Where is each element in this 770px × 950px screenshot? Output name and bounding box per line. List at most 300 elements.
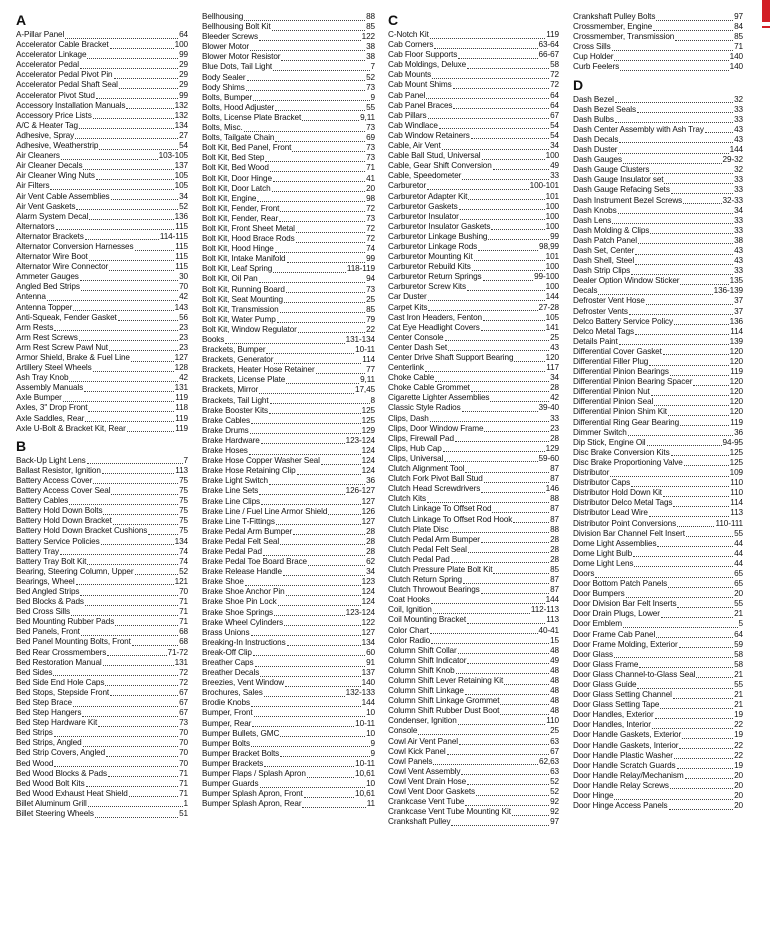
entry-name: Center Drive Shaft Support Bearing bbox=[388, 353, 514, 362]
index-entry bbox=[573, 559, 743, 569]
entry-name: Carburetor Insulator bbox=[388, 211, 459, 221]
dot-leader bbox=[631, 480, 729, 487]
index-entry bbox=[573, 175, 743, 185]
dot-leader bbox=[671, 187, 733, 194]
dot-leader bbox=[73, 304, 173, 311]
index-entry bbox=[16, 799, 188, 809]
index-entry bbox=[202, 587, 375, 597]
dot-leader bbox=[614, 793, 733, 800]
entry-page-number: 120 bbox=[729, 397, 743, 407]
entry-name: Differential Pinion Bearings bbox=[573, 367, 669, 377]
dot-leader bbox=[297, 468, 361, 475]
dot-leader bbox=[114, 72, 179, 79]
entry-page-number: 20 bbox=[734, 801, 743, 811]
index-entry bbox=[202, 133, 375, 143]
entry-name: Bumper Guards bbox=[202, 779, 259, 789]
entry-page-number: 120 bbox=[729, 357, 743, 366]
index-entry bbox=[16, 597, 188, 607]
index-entry bbox=[388, 40, 559, 50]
index-entry bbox=[388, 484, 559, 494]
dot-leader bbox=[463, 577, 549, 584]
dot-leader bbox=[251, 700, 361, 707]
entry-page-number: 115 bbox=[175, 262, 188, 272]
dot-leader bbox=[493, 567, 549, 574]
entry-page-number: 43 bbox=[734, 124, 743, 134]
index-entry bbox=[202, 486, 375, 496]
entry-page-number: 48 bbox=[550, 696, 559, 706]
index-entry bbox=[388, 141, 559, 151]
index-column-1 bbox=[16, 12, 188, 950]
index-entry bbox=[16, 627, 188, 637]
dot-leader bbox=[273, 175, 365, 182]
index-entry bbox=[573, 569, 743, 579]
dot-leader bbox=[250, 427, 361, 434]
index-entry bbox=[388, 706, 559, 716]
entry-name: Cab Panel bbox=[388, 90, 426, 100]
dot-leader bbox=[427, 496, 549, 503]
dot-leader bbox=[54, 760, 178, 767]
dot-leader bbox=[280, 750, 369, 757]
entry-page-number: 131 bbox=[174, 383, 188, 393]
entry-page-number: 72 bbox=[366, 203, 375, 213]
entry-name: Console bbox=[388, 726, 418, 736]
entry-name: Bumper Bolts bbox=[202, 738, 250, 748]
entry-name: Door Glass Setting Channel bbox=[573, 690, 672, 700]
dot-leader bbox=[257, 195, 365, 202]
entry-name: Brake Hoses bbox=[202, 446, 248, 456]
index-entry bbox=[16, 698, 188, 708]
entry-name: A/C & Heater Tag bbox=[16, 120, 78, 130]
dot-leader bbox=[620, 64, 729, 71]
index-entry bbox=[16, 516, 188, 526]
dot-leader bbox=[595, 571, 733, 578]
index-entry bbox=[202, 274, 375, 284]
index-entry bbox=[388, 716, 559, 726]
entry-name: Brackets, Heater Hose Retainer bbox=[202, 365, 315, 375]
entry-page-number: 10,61 bbox=[355, 769, 375, 779]
dot-leader bbox=[451, 819, 549, 826]
dot-leader bbox=[275, 246, 365, 253]
index-entry bbox=[202, 163, 375, 173]
entry-page-number: 100 bbox=[545, 211, 559, 221]
entry-name: Clutch Head Screwdrivers bbox=[388, 484, 481, 494]
dot-leader bbox=[79, 122, 174, 129]
index-entry bbox=[573, 781, 743, 791]
dot-leader bbox=[668, 581, 733, 588]
entry-page-number: 131 bbox=[174, 657, 188, 667]
index-entry bbox=[16, 637, 188, 647]
index-entry bbox=[573, 165, 743, 175]
dot-leader bbox=[425, 365, 545, 372]
index-entry bbox=[202, 103, 375, 113]
dot-leader bbox=[677, 601, 733, 608]
index-entry bbox=[573, 428, 743, 438]
entry-name: Cab Mount Shims bbox=[388, 80, 452, 90]
dot-leader bbox=[251, 629, 361, 636]
dot-leader bbox=[492, 506, 549, 513]
entry-name: Bed Wood Exhaust Heat Shield bbox=[16, 788, 128, 798]
entry-page-number: 75 bbox=[179, 496, 188, 506]
index-entry bbox=[202, 678, 375, 688]
entry-page-number: 23 bbox=[179, 332, 188, 342]
entry-page-number: 30 bbox=[179, 272, 188, 282]
index-entry bbox=[16, 658, 188, 668]
index-entry bbox=[202, 759, 375, 769]
index-entry bbox=[388, 212, 559, 222]
index-entry bbox=[573, 52, 743, 62]
index-entry bbox=[202, 698, 375, 708]
entry-page-number: 110 bbox=[730, 478, 743, 488]
entry-name: Accelerator Pivot Stud bbox=[16, 90, 95, 100]
index-entry bbox=[573, 680, 743, 690]
entry-page-number: 144 bbox=[545, 292, 559, 302]
entry-name: Differential Filler Plug bbox=[573, 357, 649, 366]
index-entry bbox=[16, 424, 188, 434]
entry-page-number: 124 bbox=[361, 587, 375, 597]
dot-leader bbox=[663, 490, 729, 497]
entry-page-number: 33 bbox=[734, 215, 743, 225]
dot-leader bbox=[259, 488, 344, 495]
entry-name: Bolt Kit, Fender, Rear bbox=[202, 213, 279, 223]
entry-page-number: 71 bbox=[734, 42, 743, 52]
entry-page-number: 29 bbox=[179, 70, 188, 80]
entry-name: Disc Brake Proportioning Valve bbox=[573, 457, 683, 467]
dot-leader bbox=[684, 459, 729, 466]
dot-leader bbox=[444, 455, 537, 462]
dot-leader bbox=[669, 803, 734, 810]
entry-name: Distributor bbox=[573, 468, 610, 478]
entry-page-number: 70 bbox=[179, 738, 188, 748]
index-entry bbox=[16, 192, 188, 202]
entry-page-number: 99 bbox=[366, 254, 375, 264]
entry-name: Door Handle Plastic Washer bbox=[573, 750, 673, 760]
entry-page-number: 54 bbox=[550, 120, 559, 130]
index-entry bbox=[16, 171, 188, 181]
entry-name: Dimmer Switch bbox=[573, 427, 627, 437]
entry-name: Crankcase Vent Tube Mounting Kit bbox=[388, 807, 511, 817]
dot-leader bbox=[96, 173, 174, 180]
dot-leader bbox=[281, 54, 365, 61]
index-entry bbox=[202, 22, 375, 32]
dot-leader bbox=[615, 116, 733, 123]
index-entry bbox=[16, 393, 188, 403]
entry-page-number: 113 bbox=[175, 465, 188, 475]
entry-page-number: 127 bbox=[361, 496, 375, 506]
entry-page-number: 44 bbox=[734, 548, 743, 558]
dot-leader bbox=[467, 617, 545, 624]
entry-name: Blower Motor Resistor bbox=[202, 52, 281, 62]
entry-name: Dash Center Assembly with Ash Tray bbox=[573, 124, 704, 134]
dot-leader bbox=[661, 611, 733, 618]
dot-leader bbox=[483, 274, 534, 281]
dot-leader bbox=[65, 32, 178, 39]
dot-leader bbox=[685, 772, 733, 779]
index-entry bbox=[202, 234, 375, 244]
index-entry bbox=[573, 741, 743, 751]
entry-page-number: 72 bbox=[550, 70, 559, 80]
entry-page-number: 87 bbox=[550, 474, 559, 484]
index-entry bbox=[388, 504, 559, 514]
index-entry bbox=[202, 264, 375, 274]
entry-name: Coil, Ignition bbox=[388, 605, 432, 615]
dot-leader bbox=[135, 244, 175, 251]
index-entry bbox=[573, 448, 743, 458]
entry-name: Books bbox=[202, 335, 225, 344]
entry-page-number: 33 bbox=[734, 266, 743, 276]
index-entry bbox=[202, 345, 375, 355]
index-entry bbox=[16, 343, 188, 353]
dot-leader bbox=[274, 357, 361, 364]
dot-leader bbox=[513, 516, 549, 523]
entry-page-number: 125 bbox=[361, 405, 375, 415]
entry-name: Bumper, Front bbox=[202, 708, 253, 718]
index-entry bbox=[573, 387, 743, 397]
entry-page-number: 119 bbox=[175, 413, 188, 423]
entry-name: Dash Shell, Steel bbox=[573, 256, 635, 266]
dot-leader bbox=[476, 789, 549, 796]
index-entry bbox=[388, 353, 559, 363]
entry-name: Door Handles, Interior bbox=[573, 720, 651, 730]
index-entry bbox=[388, 383, 559, 393]
entry-name: Brackets, Mirror bbox=[202, 385, 259, 395]
entry-page-number: 63-64 bbox=[538, 40, 559, 50]
entry-name: Clutch Linkage To Offset Rod bbox=[388, 504, 492, 514]
entry-page-number: 135 bbox=[729, 276, 743, 286]
entry-page-number: 143 bbox=[174, 302, 188, 312]
dot-leader bbox=[614, 651, 733, 658]
index-entry bbox=[573, 619, 743, 629]
entry-name: Bolts, Misc. bbox=[202, 123, 243, 133]
index-entry bbox=[388, 464, 559, 474]
entry-page-number: 113 bbox=[546, 615, 559, 625]
entry-name: Ammeter Gauges bbox=[16, 272, 79, 282]
entry-page-number: 21 bbox=[734, 690, 743, 700]
index-entry bbox=[202, 648, 375, 658]
entry-page-number: 99 bbox=[179, 90, 188, 100]
dot-leader bbox=[428, 304, 537, 311]
dot-leader bbox=[651, 389, 729, 396]
dot-leader bbox=[276, 518, 361, 525]
index-entry bbox=[202, 224, 375, 234]
entry-page-number: 19 bbox=[734, 710, 743, 720]
entry-page-number: 136 bbox=[729, 316, 743, 326]
entry-name: Blower Motor bbox=[202, 42, 250, 52]
index-entry bbox=[573, 276, 743, 286]
index-entry bbox=[202, 305, 375, 315]
dot-leader bbox=[458, 52, 537, 59]
dot-leader bbox=[93, 477, 178, 484]
index-entry bbox=[16, 526, 188, 536]
entry-page-number: 33 bbox=[734, 104, 743, 114]
index-entry bbox=[388, 767, 559, 777]
entry-name: Body Shims bbox=[202, 82, 245, 92]
dot-leader bbox=[89, 254, 175, 261]
entry-page-number: 34 bbox=[550, 141, 559, 151]
entry-name: Bed Stops, Stepside Front bbox=[16, 687, 110, 697]
entry-name: Dash Strip Clips bbox=[573, 266, 631, 276]
dot-leader bbox=[427, 183, 529, 190]
entry-name: Cab Pillars bbox=[388, 110, 427, 120]
entry-page-number: 49 bbox=[550, 161, 559, 171]
index-entry bbox=[388, 111, 559, 121]
index-entry bbox=[573, 599, 743, 609]
entry-page-number: 72 bbox=[179, 667, 188, 677]
dot-leader bbox=[302, 114, 359, 121]
entry-page-number: 71-72 bbox=[167, 647, 188, 657]
entry-name: Bed Step Hangers bbox=[16, 708, 82, 718]
entry-page-number: 101 bbox=[545, 252, 559, 262]
entry-name: Bed Cross Sills bbox=[16, 607, 71, 617]
dot-leader bbox=[284, 296, 365, 303]
entry-page-number: 43 bbox=[734, 245, 743, 255]
index-entry bbox=[388, 555, 559, 565]
dot-leader bbox=[637, 682, 733, 689]
entry-page-number: 85 bbox=[366, 22, 375, 32]
entry-page-number: 67 bbox=[179, 687, 188, 697]
entry-name: Air Filters bbox=[16, 181, 50, 191]
entry-name: Accessory Installation Manuals bbox=[16, 100, 126, 110]
entry-page-number: 63 bbox=[550, 736, 559, 746]
entry-name: Brake Line / Fuel Line Armor Shield bbox=[202, 506, 328, 516]
entry-page-number: 74 bbox=[366, 244, 375, 254]
entry-page-number: 75 bbox=[179, 506, 188, 516]
entry-page-number: 34 bbox=[366, 567, 375, 577]
entry-name: Condenser, Ignition bbox=[388, 716, 457, 726]
dot-leader bbox=[111, 193, 179, 200]
index-entry bbox=[16, 577, 188, 587]
entry-name: Carburetor Adapter Kit bbox=[388, 191, 468, 201]
index-entry bbox=[388, 565, 559, 575]
entry-page-number: 20 bbox=[366, 183, 375, 193]
entry-name: Bed Strips, Angled bbox=[16, 738, 82, 748]
entry-name: Door Handle Relay/Mechanism bbox=[573, 770, 684, 780]
entry-page-number: 127 bbox=[361, 516, 375, 526]
entry-page-number: 28 bbox=[550, 544, 559, 554]
entry-name: Decals bbox=[573, 286, 598, 296]
index-entry bbox=[573, 710, 743, 720]
entry-name: Bed Strip Covers, Angled bbox=[16, 748, 106, 758]
index-entry bbox=[16, 738, 188, 748]
entry-name: Bed Rear Crossmembers bbox=[16, 647, 107, 657]
entry-page-number: 129 bbox=[545, 443, 559, 453]
entry-page-number: 64 bbox=[550, 90, 559, 100]
dot-leader bbox=[75, 132, 178, 139]
entry-page-number: 99-100 bbox=[534, 272, 559, 282]
dot-leader bbox=[435, 375, 549, 382]
dot-leader bbox=[76, 578, 174, 585]
dot-leader bbox=[705, 126, 733, 133]
entry-name: Dash Bulbs bbox=[573, 114, 614, 124]
entry-name: Brodie Knobs bbox=[202, 698, 250, 708]
entry-name: Clutch Kits bbox=[388, 494, 427, 504]
entry-page-number: 29-32 bbox=[722, 155, 743, 165]
entry-name: Brake Wheel Cylinders bbox=[202, 617, 284, 627]
dot-leader bbox=[673, 692, 733, 699]
index-entry bbox=[16, 232, 188, 242]
entry-page-number: 48 bbox=[550, 706, 559, 716]
index-entry bbox=[16, 496, 188, 506]
index-entry bbox=[202, 315, 375, 325]
entry-page-number: 43 bbox=[734, 134, 743, 144]
entry-page-number: 120 bbox=[729, 407, 743, 417]
dot-leader bbox=[251, 417, 361, 424]
dot-leader bbox=[657, 540, 733, 547]
entry-name: Arm Rests bbox=[16, 322, 54, 332]
entry-page-number: 21 bbox=[734, 609, 743, 619]
dot-leader bbox=[683, 197, 721, 204]
entry-page-number: 99 bbox=[550, 231, 559, 241]
entry-page-number: 123-124 bbox=[345, 435, 375, 445]
entry-name: Brake Booster Kits bbox=[202, 405, 269, 415]
dot-leader bbox=[253, 649, 365, 656]
entry-name: Bellhousing bbox=[202, 12, 244, 21]
entry-page-number: 74 bbox=[179, 546, 188, 556]
index-entry bbox=[388, 313, 559, 323]
index-entry bbox=[573, 145, 743, 155]
entry-name: Billet Steering Wheels bbox=[16, 809, 94, 819]
index-entry bbox=[202, 174, 375, 184]
entry-page-number: 114 bbox=[362, 355, 375, 365]
entry-name: Dash Gauges bbox=[573, 155, 622, 165]
entry-name: Bed Restoration Manual bbox=[16, 657, 102, 667]
dot-leader bbox=[53, 669, 178, 676]
entry-name: Brass Unions bbox=[202, 627, 250, 637]
dot-leader bbox=[127, 425, 174, 432]
dot-leader bbox=[56, 223, 175, 230]
entry-page-number: 28 bbox=[366, 526, 375, 536]
index-entry bbox=[388, 91, 559, 101]
dot-leader bbox=[663, 348, 729, 355]
index-entry bbox=[573, 418, 743, 428]
dot-leader bbox=[428, 294, 545, 301]
entry-page-number: 71 bbox=[179, 788, 188, 798]
index-entry bbox=[573, 761, 743, 771]
entry-page-number: 140 bbox=[361, 678, 375, 688]
dot-leader bbox=[261, 498, 361, 505]
entry-page-number: 43 bbox=[734, 256, 743, 266]
entry-page-number: 120 bbox=[545, 353, 559, 362]
entry-page-number: 110 bbox=[730, 488, 743, 498]
entry-name: Brake Hose Retaining Clip bbox=[202, 466, 296, 476]
dot-leader bbox=[467, 284, 545, 291]
dot-leader bbox=[471, 132, 549, 139]
entry-page-number: 48 bbox=[550, 645, 559, 655]
dot-leader bbox=[458, 647, 549, 654]
dot-leader bbox=[635, 258, 733, 265]
entry-name: Air Cleaners bbox=[16, 151, 60, 161]
entry-page-number: 87 bbox=[550, 585, 559, 595]
entry-name: Door Bottom Patch Panels bbox=[573, 579, 668, 589]
entry-name: Accelerator Linkage bbox=[16, 50, 87, 60]
index-entry bbox=[388, 646, 559, 656]
entry-page-number: 118 bbox=[175, 403, 188, 413]
entry-name: Door Glass Frame bbox=[573, 659, 639, 669]
dot-leader bbox=[119, 82, 178, 89]
entry-page-number: 94-95 bbox=[722, 437, 743, 447]
entry-page-number: 110-111 bbox=[715, 518, 743, 528]
entry-name: Cast Iron Headers, Fenton bbox=[388, 312, 482, 322]
index-entry bbox=[573, 216, 743, 226]
entry-page-number: 28 bbox=[550, 433, 559, 443]
dot-leader bbox=[307, 771, 354, 778]
entry-page-number: 22 bbox=[366, 324, 375, 334]
dot-leader bbox=[650, 227, 733, 234]
dot-leader bbox=[674, 752, 733, 759]
index-entry bbox=[573, 519, 743, 529]
dot-leader bbox=[304, 791, 354, 798]
entry-name: Bed Sides bbox=[16, 667, 53, 677]
dot-leader bbox=[103, 659, 174, 666]
